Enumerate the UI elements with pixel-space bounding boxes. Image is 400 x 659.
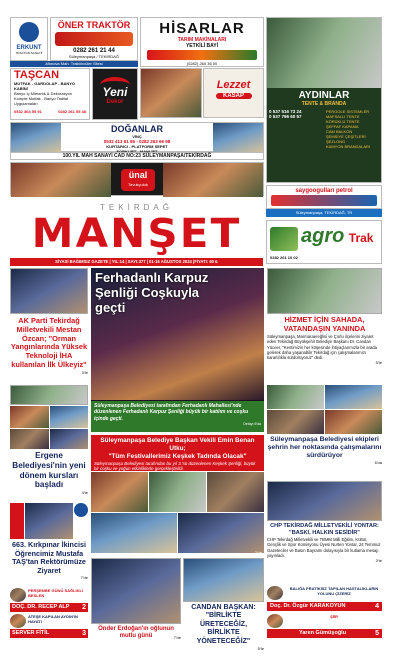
right-story-2[interactable] <box>267 385 382 478</box>
doganlar-phones: 0532 413 61 66 - 0282 263 66 98 <box>103 139 171 144</box>
right-columnist-2-avatar <box>267 614 283 628</box>
ad-unal <box>10 162 264 196</box>
agro-phone: 0282 261 10 02 <box>270 255 298 260</box>
doganlar-services: KURTARICI - PLATFORM SEPET <box>106 144 168 149</box>
ad-hisarlar <box>140 17 264 67</box>
center-story-2-photo-3 <box>207 472 264 512</box>
left-story-3-headline: 663. Kırkpınar İkincisi Öğrencimiz Mustafa TAŞ'tan Rektörümüze Ziyaret <box>12 540 86 575</box>
right-columnist-2-tag: ŞİİR <box>330 614 338 619</box>
doganlar-crane-image-left <box>11 123 61 153</box>
right-story-2-photo-3 <box>267 410 324 434</box>
erkunt-logo-icon <box>19 22 39 42</box>
center-story-2-quote: "Tüm Festivallerimiz Keşkek Tadında Olacak" <box>108 453 247 460</box>
agro-tractor-image <box>270 227 298 251</box>
ad-lezzet-kasap <box>203 68 264 118</box>
right-story-3-photo <box>267 481 382 521</box>
left-story-2-photo-5 <box>50 429 89 449</box>
hisarlar-phone: (0282) 260 36 00 <box>186 61 218 66</box>
center-story-3[interactable] <box>91 558 181 640</box>
masthead <box>10 201 263 257</box>
main-story-headline: Ferhadanlı Karpuz Şenliği Coşkuyla geçti <box>95 270 209 315</box>
oner-tractor-image <box>55 32 133 46</box>
left-story-2-headline: Ergene Belediyesi'nin yeni dönem kursları başladı <box>12 451 86 490</box>
main-story-caption: Süleymanpaşa Belediyesi tarafından Ferhadanlı Mahallesi'nde düzenlenen Ferhadanlı Karpuz Şenliği büyük bir katılım ve coşku içinde geçti. <box>94 403 249 422</box>
left-story-2-photo-4 <box>10 429 49 449</box>
right-story-1-page: 5'te <box>375 360 382 366</box>
petrol-location-bar <box>266 209 382 217</box>
right-story-2-headline: Süleymanpaşa Belediyesi ekipleri şehrin her noktasında çalışmalarını sürdürüyor <box>267 436 382 459</box>
doganlar-crane-image-right <box>213 123 263 153</box>
right-story-1-headline: HİZMET İÇİN SAHADA, VATANDAŞIN YANINDA <box>283 315 366 333</box>
left-story-3[interactable] <box>10 503 88 585</box>
tascan-title: TAŞCAN <box>14 69 60 81</box>
columnist-2-avatar <box>10 614 26 628</box>
tascan-line: Komple Mutfak - Banyo Tadilat Uygulamaları <box>14 96 69 106</box>
right-story-2-photo-4 <box>325 410 382 434</box>
unal-food-image-left <box>11 163 111 197</box>
hisarlar-title: HİSARLAR <box>159 20 245 37</box>
aydinlar-item: ŞEZLONG <box>326 139 346 144</box>
right-story-2-photo-1 <box>267 385 324 409</box>
left-columnist-2[interactable] <box>10 614 88 640</box>
tascan-phone-1: 0532 364 55 91 <box>14 109 42 114</box>
hisarlar-sub2: YETKİLİ BAYİ <box>185 43 219 49</box>
center-story-4-headline: CANDAN BAŞKAN: "BİRLİKTE ÜRETECEĞİZ, BİRLİKTE YÖNETECEĞİZ" <box>191 604 256 645</box>
center-story-2-headline: Süleymanpaşa Belediye Başkan Vekili Emin Benan Utku; <box>100 437 255 452</box>
sanayi-address-bar <box>10 152 264 160</box>
right-columnist-1-avatar <box>267 586 283 600</box>
left-story-2-photo-3 <box>50 406 89 428</box>
unal-food-image-right <box>163 163 263 197</box>
lezzet-title: Lezzet <box>216 79 251 91</box>
ad-aydinlar <box>266 17 382 183</box>
ad-oner-traktor <box>50 17 138 61</box>
aydinlar-item: KÖRÜKLÜ TENTE <box>326 119 360 124</box>
main-story[interactable] <box>91 268 264 432</box>
left-story-1-photo <box>10 268 88 314</box>
center-story-2[interactable] <box>91 435 264 555</box>
petrol-station-image <box>271 195 377 206</box>
right-columnist-1-tag: BALIĞA PRATİKSİZ TAPILAN HASTALIKLARIN YOLUNU ÇİZERİZ <box>289 586 379 596</box>
aydinlar-item: KAMYON BRANDALARI <box>326 144 371 149</box>
right-story-3-text: CHP Tekirdağ Milletvekili ve TBMM Milli Eğitim, Kültür, Gençlik ve Spor Komisyonu Üyesi Nurten Yontar, 24 Temmuz Gazeteciler ve Basın Bayramı dolayısıyla bir kutlama mesajı yayınladı. <box>267 537 381 558</box>
ad-erkunt <box>10 17 48 61</box>
center-story-2-photo-1 <box>91 472 148 512</box>
right-story-3-page: 3'te <box>375 558 382 563</box>
masthead-strip: SİYASİ BAĞIMSIZ GAZETE | YIL:14 | SAYI:377 | 01-15 AĞUSTOS 2024 |FİYATI: 60 ₺ <box>55 259 218 264</box>
doganlar-sub: VİNÇ <box>132 134 142 139</box>
right-story-3-headline: CHP TEKİRDAĞ MİLLETVEKİLİ YONTAR: "BASKI, HALKIN SESİDİR" <box>270 523 379 536</box>
right-story-1-text: Süleymanpaşa, Marmaraereğlisi ve Çorlu ilçelerini ziyaret eden Tekirdağ Büyükşehir Belediye Başkanı Dr. Candan Yüceer, "Kentimizin her köşesinde ihtiyaçlarımızla bir arada gelerek daha yaşanabilir Tekirdağ için çalışmalarımızı kararlılıkla sürdürüyoruz" dedi. <box>267 334 377 360</box>
columnist-1-avatar <box>10 588 26 602</box>
right-story-2-photo-2 <box>325 385 382 409</box>
center-story-2-photo-4 <box>91 513 177 553</box>
ad-doganlar <box>10 122 264 152</box>
masthead-logo: MANŞET <box>31 211 242 257</box>
right-columnist-2-page: 5 <box>375 630 379 637</box>
main-story-caption-page: Detayı 6'da <box>243 422 261 427</box>
left-story-2[interactable] <box>10 385 88 500</box>
center-story-2-text: Süleymanpaşa Belediyesi tarafından bu yıl 3.'sü düzenlenen Keşkek Şenliği, büyük bir coşku ve yoğun etkinliklerle gerçekleştirildi. <box>94 461 256 472</box>
lezzet-sub-badge <box>216 93 252 99</box>
lezzet-sub: KASAP <box>222 93 244 99</box>
left-story-3-page: 7'de <box>80 575 88 581</box>
aydinlar-item: CAM BALKON <box>326 129 353 134</box>
center-story-3-headline: Önder Erdoğan'ın oğlunun mutlu günü <box>98 626 174 639</box>
oner-note-bar <box>10 61 138 67</box>
columnist-1-tag: PERŞEMBE GÜNÜ SAĞLIKLI BESLEN <box>28 588 84 598</box>
petrol-sub: Süleymanpaşa, TEKİRDAĞ, TR <box>295 210 353 215</box>
ad-petrol <box>266 185 382 209</box>
right-columnist-1[interactable] <box>267 586 382 612</box>
center-story-4-photo <box>183 558 264 602</box>
oner-phone: 0282 261 21 44 <box>73 48 115 54</box>
main-story-caption-bar <box>91 401 264 432</box>
right-story-2-page: 6'da <box>374 460 382 465</box>
right-columnist-2[interactable] <box>267 614 382 640</box>
left-story-2-page: 4'te <box>81 490 88 496</box>
aydinlar-pergola-image <box>267 18 381 88</box>
left-story-1-page: 3'te <box>81 369 88 375</box>
petrol-title: saygoogulları petrol <box>295 188 353 194</box>
right-columnist-1-name: Doç. Dr. Özgür KARAKOYUN <box>270 603 346 609</box>
ad-yeni-dekor <box>92 68 138 120</box>
center-story-2-photo-2 <box>149 472 206 512</box>
columnist-1-name: DOÇ. DR. RECEP ALP <box>12 604 70 610</box>
masthead-strip-bar <box>10 258 263 266</box>
center-story-4[interactable] <box>183 558 264 652</box>
university-logo-icon <box>74 503 88 517</box>
center-story-2-page: 2'de <box>254 550 262 555</box>
columnist-2-name: SERVER FİTİL <box>12 630 50 636</box>
columnist-1-page: 2 <box>82 604 86 611</box>
center-story-3-photo <box>91 558 181 624</box>
ad-agro-trak <box>266 220 382 264</box>
flag-icon <box>10 503 24 539</box>
center-story-2-photo-5 <box>178 513 264 553</box>
right-story-3[interactable] <box>267 481 382 583</box>
center-story-3-page: 7'de <box>173 635 181 640</box>
hisarlar-machines-image <box>147 50 257 60</box>
erkunt-name: ERKUNT <box>16 45 42 51</box>
right-story-1[interactable] <box>267 268 382 382</box>
agro-sub: Trak <box>348 231 374 245</box>
sanayi-address: 100.YIL MAH SANAYİ CAD NO:23 SÜLEYMANPAŞA/TEKİRDAĞ <box>62 153 212 159</box>
aydinlar-sub: TENTE & BRANDA <box>301 101 347 107</box>
erkunt-sub: TRAKTÖR SANAYİİ <box>15 51 43 55</box>
left-story-2-photo-2 <box>10 406 49 428</box>
right-story-1-photo <box>267 268 382 314</box>
right-columnist-2-name: Yaren Gümüşoğlu <box>299 630 347 636</box>
aydinlar-item: PERGOLE SİSTEMLER <box>326 109 370 114</box>
tascan-line: MUTFAK - GARDOLAP - BANYO KABİNİ <box>14 81 76 91</box>
ad-tascan <box>10 68 90 120</box>
aydinlar-item: MAFSALLI TENTE <box>326 114 360 119</box>
agro-title: agro <box>301 225 345 247</box>
columnist-2-tag: ATEŞE KAPILAN AYDIN'IN HAYATI <box>28 614 78 624</box>
right-columnist-1-page: 4 <box>375 603 379 610</box>
aydinlar-item: ŞEFFAF KAPAMA <box>326 124 359 129</box>
center-story-2-header <box>91 435 264 471</box>
hisarlar-sub: TARIM MAKİNALARI <box>177 37 227 43</box>
columnist-2-page: 3 <box>82 630 86 637</box>
left-columnist-1[interactable] <box>10 588 88 612</box>
kasap-photo-1 <box>140 68 202 118</box>
aydinlar-phone-1: 0 537 516 73 24 <box>269 109 302 114</box>
left-story-1[interactable] <box>10 268 88 382</box>
tascan-phone-2: 0282 261 55 48 <box>58 109 86 114</box>
doganlar-title: DOĞANLAR <box>111 124 163 134</box>
oner-line: Süleymanpaşa / TEKİRDAĞ <box>68 54 120 59</box>
aydinlar-item: ŞEMSİYE ÇEŞİTLERİ <box>326 134 366 139</box>
unal-logo <box>121 169 155 191</box>
masthead-city: TEKİRDAĞ <box>100 203 173 212</box>
oner-note: Altınova Mah. Traktörcüler Sitesi <box>45 61 103 66</box>
left-story-2-photo-1 <box>10 385 88 405</box>
center-story-4-page: 5'te <box>257 646 264 652</box>
yeni-sub: Dekor <box>106 99 124 105</box>
unal-sub: Tavukçuluk <box>128 182 148 187</box>
oner-title: ÖNER TRAKTÖR <box>57 20 131 30</box>
left-story-1-headline: AK Parti Tekirdağ Milletvekili Mestan Özcan; "Orman Yangınlarında Yüksek Teknoloji İHA kullanılan İlk Ülkeyiz" <box>10 316 88 369</box>
left-story-3-photo <box>25 503 73 539</box>
tascan-line: Banyo İç Mimarlık & Dekorasyon <box>14 91 73 96</box>
aydinlar-phone-2: 0 537 796 60 57 <box>269 114 302 119</box>
yeni-title: Yeni <box>102 85 128 99</box>
unal-title: ünal <box>128 170 148 180</box>
aydinlar-title: AYDINLAR <box>298 90 350 101</box>
